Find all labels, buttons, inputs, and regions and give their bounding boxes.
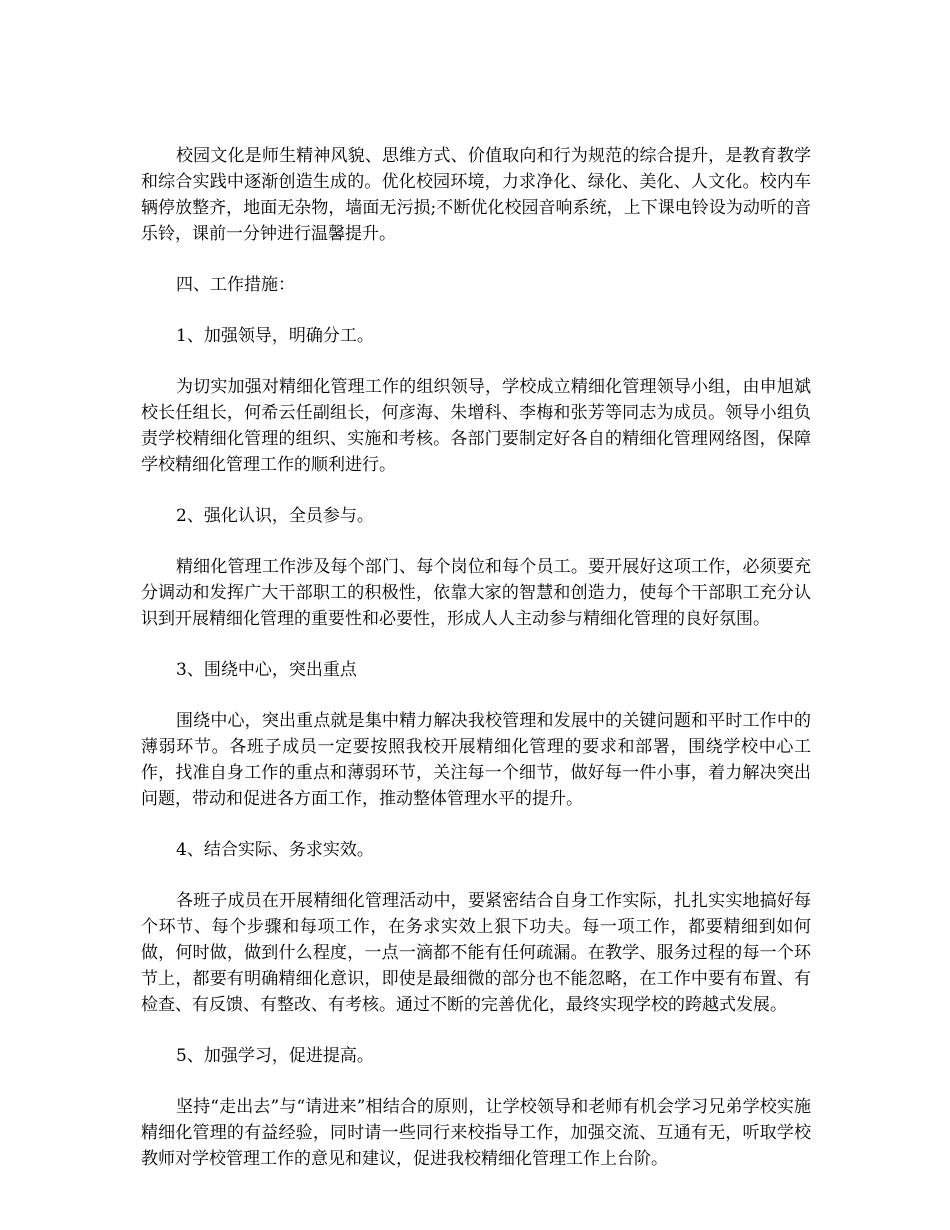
subheading-leadership: 1、加强领导，明确分工。 xyxy=(176,326,374,346)
paragraph-leadership: 为切实加强对精细化管理工作的组织领导，学校成立精细化管理领导小组，由申旭斌校长任组长，何希云任副组长，何彦海、朱增科、李梅和张芳等同志为成员。领导小组负责学校精细化管理的组织、实施和考核。各部门要制定好各自的精细化管理网络图，保障学校精细化管理工作的顺利进行。 xyxy=(141,377,811,475)
subheading-learning: 5、加强学习，促进提高。 xyxy=(176,1046,374,1066)
paragraph-focus: 围绕中心，突出重点就是集中精力解决我校管理和发展中的关键问题和平时工作中的薄弱环节。各班子成员一定要按照我校开展精细化管理的要求和部署，围绕学校中心工作，找准自身工作的重点和薄弱环节，关注每一个细节，做好每一件小事，着力解决突出问题，带动和促进各方面工作，推动整体管理水平的提升。 xyxy=(141,711,811,809)
subheading-awareness: 2、强化认识，全员参与。 xyxy=(176,506,374,526)
document-page xyxy=(141,143,811,1172)
section-heading-work-measures: 四、工作措施： xyxy=(176,275,295,295)
paragraph-learning: 坚持“走出去”与“请进来”相结合的原则，让学校领导和老师有机会学习兄弟学校实施精细化管理的有益经验，同时请一些同行来校指导工作，加强交流、互通有无，听取学校教师对学校管理工作的意见和建议，促进我校精细化管理工作上台阶。 xyxy=(141,1097,811,1169)
paragraph-campus-culture: 校园文化是师生精神风貌、思维方式、价值取向和行为规范的综合提升，是教育教学和综合实践中逐渐创造生成的。优化校园环境，力求净化、绿化、美化、人文化。校内车辆停放整齐，地面无杂物，墙面无污损;不断优化校园音响系统，上下课电铃设为动听的音乐铃，课前一分钟进行温馨提升。 xyxy=(141,146,811,244)
subheading-focus: 3、围绕中心，突出重点 xyxy=(176,660,357,680)
paragraph-practical: 各班子成员在开展精细化管理活动中，要紧密结合自身工作实际，扎扎实实地搞好每个环节、每个步骤和每项工作，在务求实效上狠下功夫。每一项工作，都要精细到如何做，何时做，做到什么程度，一点一滴都不能有任何疏漏。在教学、服务过程的每一个环节上，都要有明确精细化意识，即使是最细微的部分也不能忽略，在工作中要有布置、有检查、有反馈、有整改、有考核。通过不断的完善优化，最终实现学校的跨越式发展。 xyxy=(141,891,811,1015)
paragraph-awareness: 精细化管理工作涉及每个部门、每个岗位和每个员工。要开展好这项工作，必须要充分调动和发挥广大干部职工的积极性，依靠大家的智慧和创造力，使每个干部职工充分认识到开展精细化管理的重要性和必要性，形成人人主动参与精细化管理的良好氛围。 xyxy=(141,557,811,629)
subheading-practical: 4、结合实际、务求实效。 xyxy=(176,840,374,860)
